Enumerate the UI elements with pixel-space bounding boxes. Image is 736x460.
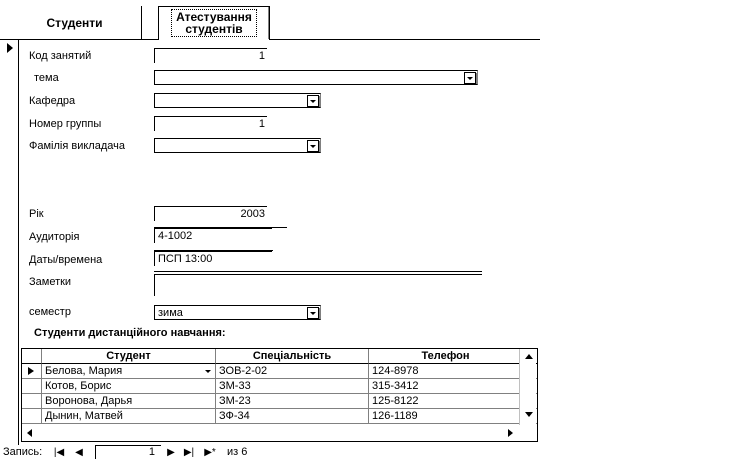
horizontal-scrollbar[interactable] [22, 425, 519, 441]
scroll-right-icon[interactable] [508, 429, 513, 437]
student-cell[interactable]: Дынин, Матвей [42, 409, 216, 424]
previous-record-icon[interactable]: ◀ [75, 447, 83, 458]
phone-cell[interactable]: 126-1189 [369, 409, 523, 424]
record-count [227, 446, 247, 458]
tab-attestation-label: Атестування студентів [171, 9, 257, 37]
chevron-down-icon[interactable] [307, 95, 319, 107]
vertical-scrollbar[interactable] [519, 349, 536, 425]
specialty-cell[interactable]: ЗМ-33 [216, 379, 369, 394]
new-record-icon[interactable]: ▶* [204, 447, 216, 458]
subform-title: Студенти дистанційного навчання: [34, 327, 226, 339]
year-label: Рік [29, 208, 44, 220]
record-number-input[interactable]: 1 [95, 445, 161, 459]
row-selector[interactable] [22, 394, 42, 409]
table-row[interactable] [22, 364, 538, 379]
semester-label: семестр [29, 306, 71, 318]
year-field[interactable]: 2003 [154, 206, 267, 221]
specialty-cell[interactable]: ЗФ-34 [216, 409, 369, 424]
last-record-icon[interactable]: ▶| [183, 447, 195, 458]
current-record-pointer-icon [28, 367, 34, 375]
semester-combo[interactable] [154, 305, 321, 320]
specialty-cell[interactable]: ЗОВ-2-02 [216, 364, 369, 379]
phone-cell[interactable]: 315-3412 [369, 379, 523, 394]
teacher-combo[interactable] [154, 138, 321, 153]
tema-combo[interactable] [154, 70, 478, 85]
record-selector-bar [18, 40, 19, 445]
student-cell[interactable]: Воронова, Дарья [42, 394, 216, 409]
tab-gap [159, 39, 269, 40]
scroll-left-icon[interactable] [27, 429, 32, 437]
record-selector-pointer-icon[interactable] [7, 43, 13, 53]
student-cell[interactable]: Белова, Мария [42, 364, 216, 379]
kafedra-combo[interactable] [154, 93, 321, 108]
column-header-phone[interactable]: Телефон [369, 349, 523, 364]
column-header-student[interactable]: Студент [42, 349, 216, 364]
scroll-down-icon[interactable] [525, 412, 533, 417]
datetime-underline [154, 271, 482, 272]
group-field[interactable]: 1 [154, 116, 267, 131]
select-all-cell[interactable] [22, 349, 42, 364]
chevron-down-icon[interactable] [307, 140, 319, 152]
record-navigation-bar [0, 445, 736, 460]
record-count-of-label: из [227, 446, 239, 458]
phone-cell[interactable]: 125-8122 [369, 394, 523, 409]
chevron-down-icon[interactable] [203, 366, 213, 376]
group-label: Номер группы [29, 118, 102, 130]
record-count-total: 6 [241, 446, 248, 458]
room-label: Аудиторія [29, 231, 80, 243]
table-row[interactable] [22, 394, 538, 409]
kafedra-label: Кафедра [29, 95, 76, 107]
tab-students[interactable] [8, 6, 142, 39]
tab-divider [0, 39, 540, 40]
tab-student-attestation[interactable] [158, 6, 270, 39]
scroll-up-icon[interactable] [525, 354, 533, 359]
table-row[interactable] [22, 379, 538, 394]
student-cell[interactable]: Котов, Борис [42, 379, 216, 394]
chevron-down-icon[interactable] [464, 72, 476, 84]
datetime-field[interactable]: ПСП 13:00 [154, 251, 272, 266]
datasheet-header [22, 349, 538, 364]
chevron-down-icon[interactable] [307, 307, 319, 319]
phone-cell[interactable]: 124-8978 [369, 364, 523, 379]
first-record-icon[interactable]: |◀ [53, 447, 65, 458]
column-header-specialty[interactable]: Спеціальність [216, 349, 369, 364]
row-selector[interactable] [22, 364, 42, 379]
kod-label: Код занятий [29, 50, 92, 62]
kod-field[interactable]: 1 [154, 48, 267, 63]
row-selector[interactable] [22, 409, 42, 424]
room-field[interactable]: 4-1002 [154, 228, 272, 243]
row-selector[interactable] [22, 379, 42, 394]
tab-students-label: Студенти [46, 15, 103, 30]
notes-field[interactable] [154, 274, 482, 296]
table-row[interactable] [22, 409, 538, 424]
record-nav-label: Запись: [3, 446, 43, 458]
teacher-label: Фамілія викладача [29, 140, 125, 152]
notes-label: Заметки [29, 276, 72, 288]
semester-value: зима [158, 307, 183, 319]
next-record-icon[interactable]: ▶ [167, 447, 175, 458]
specialty-cell[interactable]: ЗМ-23 [216, 394, 369, 409]
tema-label: тема [34, 72, 59, 84]
datetime-label: Даты/времена [29, 254, 103, 266]
